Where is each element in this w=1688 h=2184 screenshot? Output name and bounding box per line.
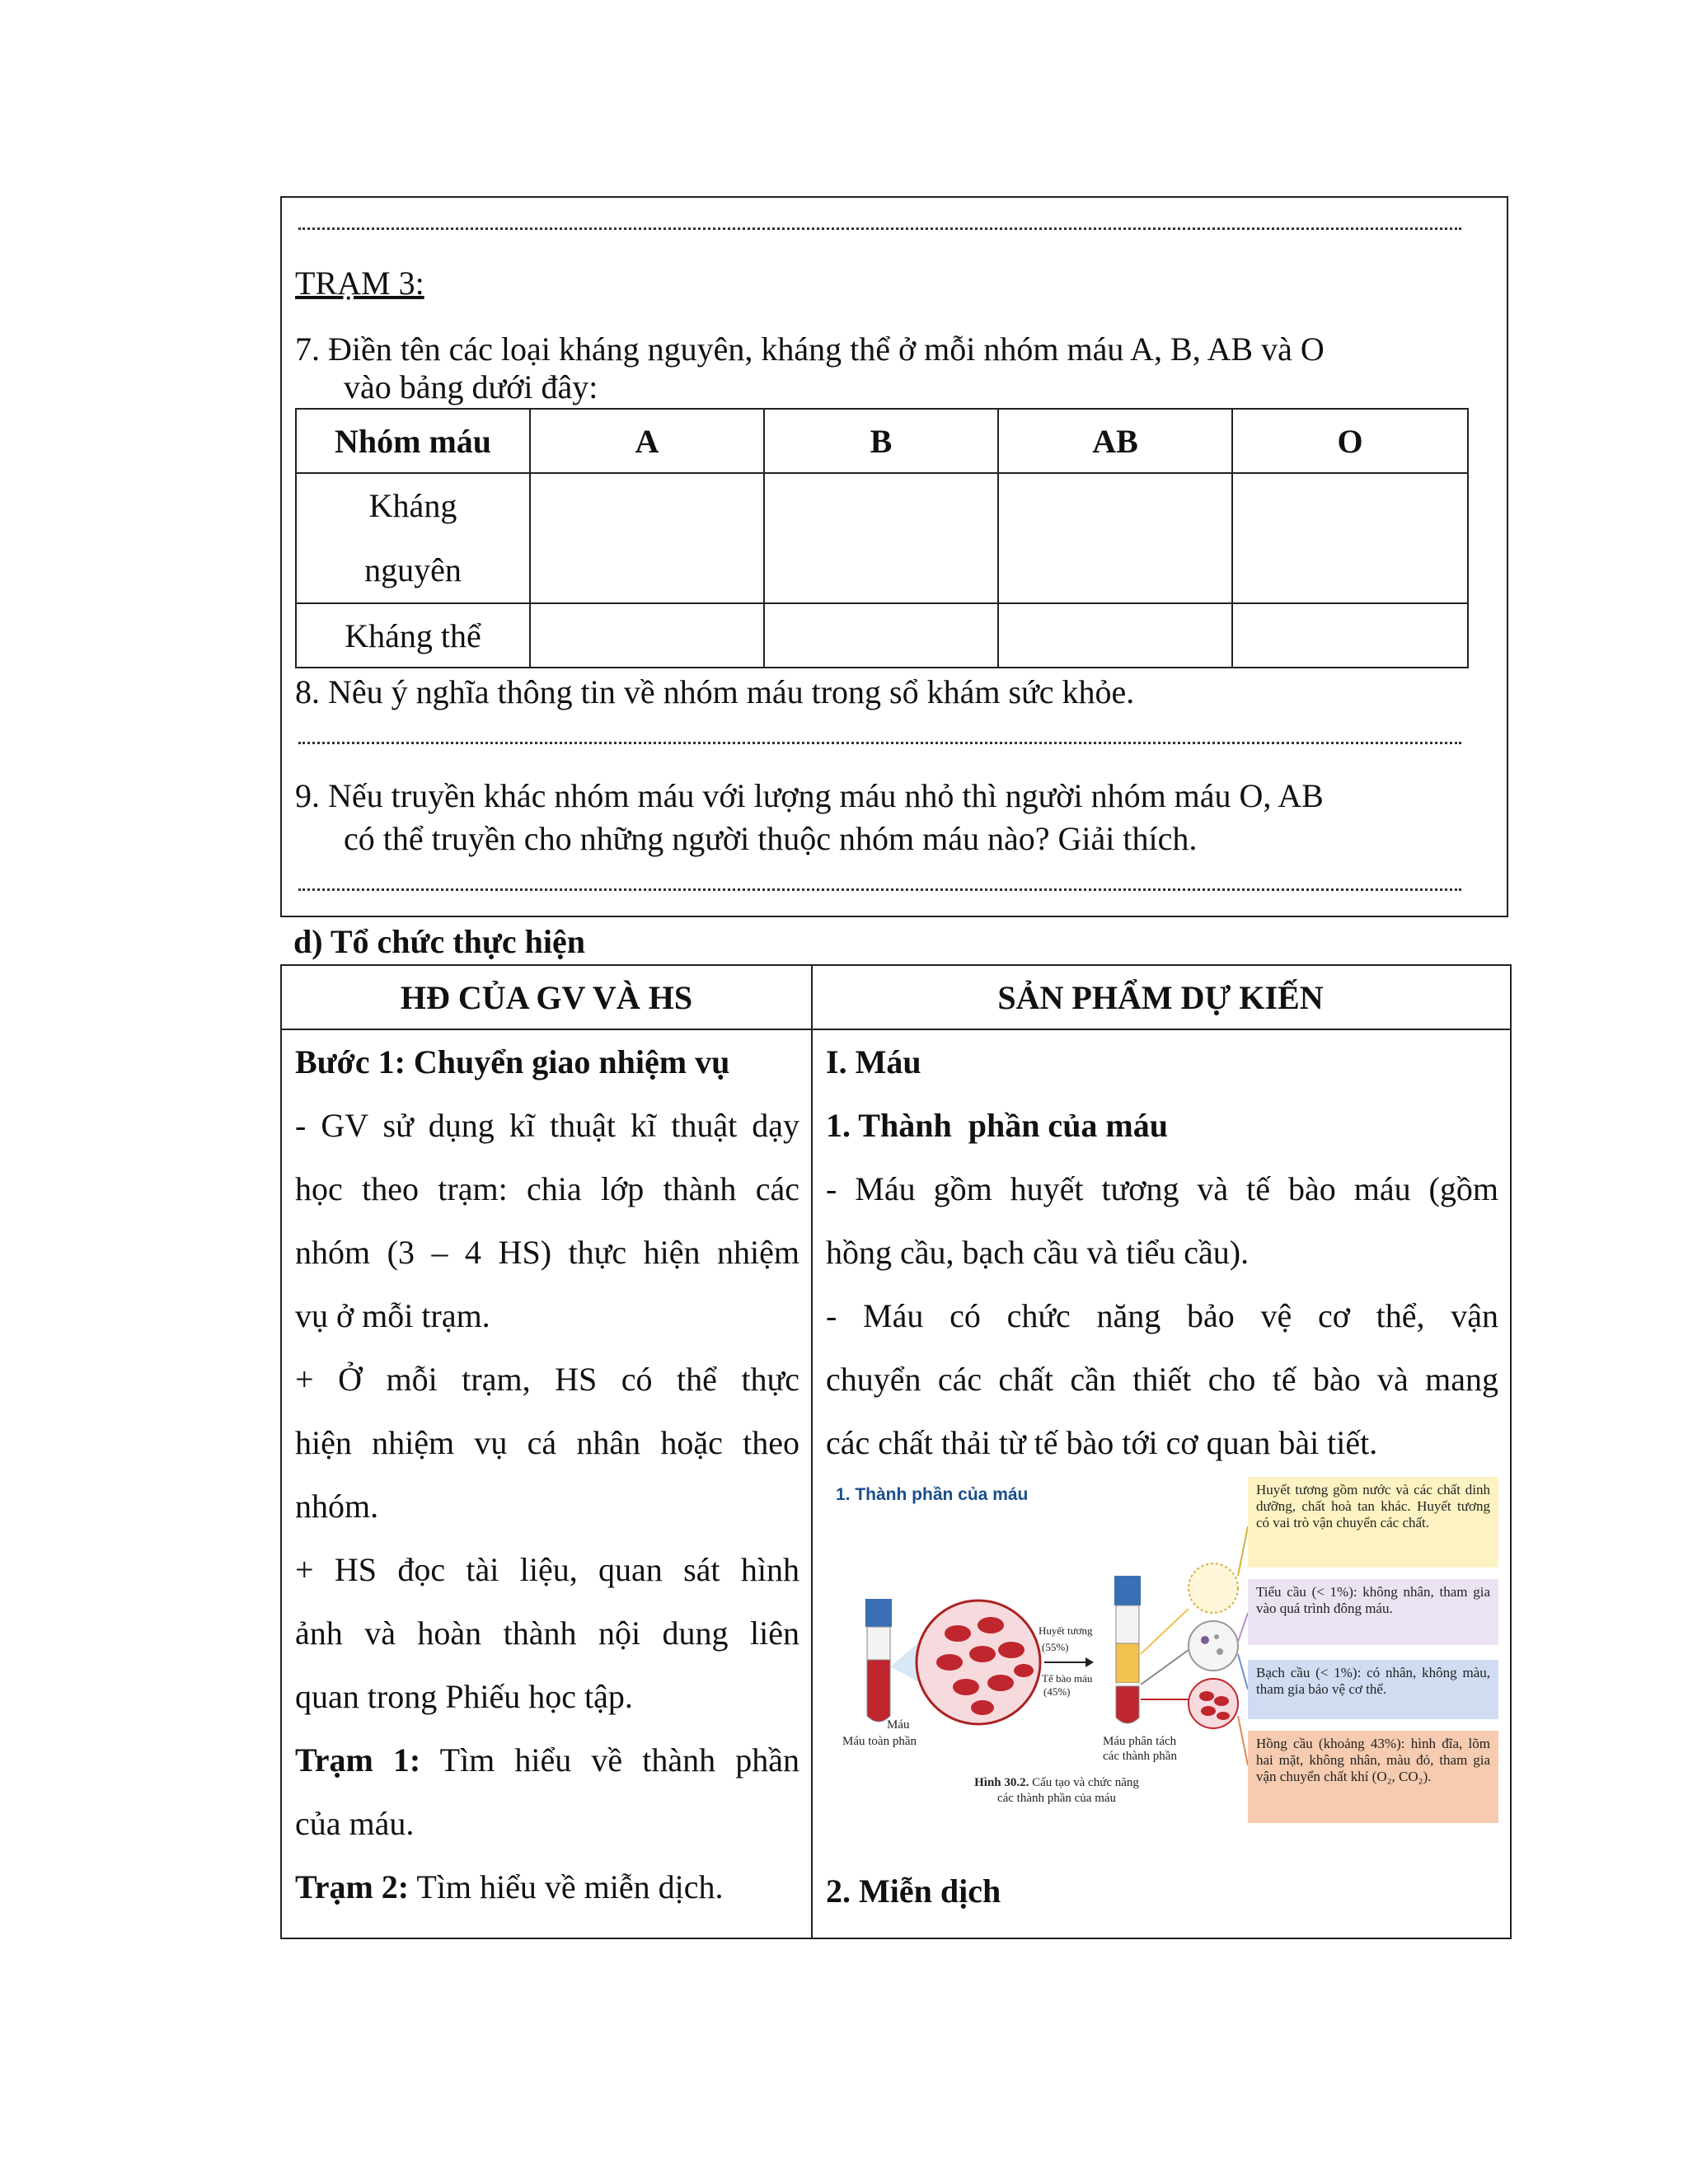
activity-table <box>280 964 1512 1939</box>
text-line: của máu. <box>295 1805 415 1842</box>
text-line: + HS đọc tài liệu, quan sát hình <box>295 1551 799 1588</box>
label-plasma: Huyết tương <box>1039 1624 1093 1637</box>
dotted-answer-line <box>298 227 1461 230</box>
station-1-text: Tìm hiểu về thành phần <box>420 1741 799 1779</box>
text-line: - GV sử dụng kĩ thuật kĩ thuật dạy <box>295 1107 799 1144</box>
dotted-answer-line <box>298 742 1461 744</box>
text-line: học theo trạm: chia lớp thành các <box>295 1170 799 1207</box>
label-blood-cells-percent: (45%) <box>1043 1685 1071 1698</box>
header-expected-products: SẢN PHẨM DỰ KIẾN <box>811 966 1510 1030</box>
station-1-line <box>295 1728 799 1792</box>
step-1-heading: Bước 1: Chuyển giao nhiệm vụ <box>295 1043 730 1080</box>
row-label-part: nguyên <box>364 551 462 588</box>
station-2-line <box>295 1855 799 1919</box>
header-activities: HĐ CỦA GV VÀ HS <box>282 966 811 1030</box>
text-line: - Máu gồm huyết tương và tế bào máu (gồm <box>826 1170 1498 1207</box>
row-label-antibody: Kháng thể <box>296 603 530 668</box>
activities-column <box>295 1030 799 1919</box>
text-line: quan trong Phiếu học tập. <box>295 1678 633 1715</box>
table-cell-empty[interactable] <box>998 473 1232 603</box>
row-label-part: Kháng <box>368 487 457 524</box>
label-separated-1: Máu phân tách <box>1103 1735 1177 1748</box>
station-2-label: Trạm 2: <box>295 1868 410 1905</box>
platelet-description: Tiểu cầu (< 1%): không nhân, tham gia vào quá trình đông máu. <box>1248 1579 1498 1645</box>
text-line: - Máu có chức năng bảo vệ cơ thể, vận <box>826 1297 1498 1334</box>
question-8: 8. Nêu ý nghĩa thông tin về nhóm máu trong sổ khám sức khỏe. <box>295 673 1135 710</box>
table-row <box>296 473 1468 603</box>
blood-composition-figure <box>826 1477 1502 1831</box>
table-header: O <box>1232 409 1468 473</box>
caption-label: Hình 30.2. <box>974 1776 1029 1789</box>
table-cell-empty[interactable] <box>998 603 1232 668</box>
question-7-cont: vào bảng dưới đây: <box>344 368 598 405</box>
red-cell-description: Hồng cầu (khoảng 43%): hình đĩa, lõm hai mặt, không nhân, màu đỏ, tham gia vận chuyển chất khí (O₂, CO₂). <box>1248 1731 1498 1823</box>
platelets-icon <box>1189 1621 1238 1671</box>
whole-blood-tube-icon <box>865 1599 892 1722</box>
text-line: vụ ở mỗi trạm. <box>295 1297 490 1334</box>
table-cell-empty[interactable] <box>764 473 998 603</box>
text-line: hiện nhiệm vụ cá nhân hoặc theo <box>295 1424 799 1461</box>
question-7: 7. Điền tên các loại kháng nguyên, kháng thể ở mỗi nhóm máu A, B, AB và O <box>295 330 1325 368</box>
plasma-description: Huyết tương gồm nước và các chất dinh dưỡng, chất hoà tan khác. Huyết tương có vai trò vận chuyển các chất. <box>1248 1477 1498 1568</box>
red-blood-cells-icon <box>1189 1679 1238 1728</box>
table-header: B <box>764 409 998 473</box>
station-title: TRẠM 3: <box>295 265 424 302</box>
text-line: hồng cầu, bạch cầu và tiểu cầu). <box>826 1234 1250 1271</box>
blood-group-table <box>295 408 1469 668</box>
figure-title: 1. Thành phần của máu <box>836 1485 1029 1504</box>
figure-caption <box>958 1775 1156 1807</box>
station3-box <box>280 196 1508 917</box>
caption-text: Cấu tạo và chức năng <box>1029 1776 1139 1789</box>
heading-blood: I. Máu <box>826 1043 921 1080</box>
label-blood-cells: Tế bào máu <box>1042 1672 1093 1685</box>
heading-blood-composition: 1. Thành phần của máu <box>826 1107 1168 1144</box>
text-line: các chất thải từ tế bào tới cơ quan bài tiết. <box>826 1424 1378 1461</box>
text-line: nhóm. <box>295 1488 379 1525</box>
question-9-cont: có thể truyền cho những người thuộc nhóm máu nào? Giải thích. <box>344 820 1198 857</box>
text-line: ảnh và hoàn thành nội dung liên <box>295 1615 799 1652</box>
heading-immunity: 2. Miễn dịch <box>826 1872 1001 1910</box>
products-column <box>826 1030 1498 1474</box>
text-line: + Ở mỗi trạm, HS có thể thực <box>295 1361 799 1398</box>
caption-text-2: các thành phần của máu <box>996 1792 1117 1805</box>
table-cell-empty[interactable] <box>530 473 764 603</box>
table-cell-empty[interactable] <box>1232 603 1468 668</box>
table-header: AB <box>998 409 1232 473</box>
table-header: A <box>530 409 764 473</box>
label-plasma-percent: (55%) <box>1042 1641 1069 1653</box>
column-divider <box>811 966 813 1938</box>
question-9: 9. Nếu truyền khác nhóm máu với lượng máu nhỏ thì người nhóm máu O, AB <box>295 777 1324 814</box>
row-label-antigen <box>296 473 530 603</box>
dotted-answer-line <box>298 888 1461 891</box>
label-whole-blood: Máu toàn phần <box>842 1735 917 1748</box>
section-heading-d: d) Tổ chức thực hiện <box>293 923 585 960</box>
table-cell-empty[interactable] <box>1232 473 1468 603</box>
text-line: nhóm (3 – 4 HS) thực hiện nhiệm <box>295 1234 799 1271</box>
table-cell-empty[interactable] <box>764 603 998 668</box>
table-cell-empty[interactable] <box>530 603 764 668</box>
table-row <box>296 603 1468 668</box>
station-1-label: Trạm 1: <box>295 1741 421 1779</box>
station-2-text: Tìm hiểu về miễn dịch. <box>409 1868 724 1905</box>
table-header-row <box>296 409 1468 473</box>
separated-blood-tube-icon <box>1114 1576 1141 1723</box>
plasma-icon <box>1189 1563 1238 1613</box>
white-cell-description: Bạch cầu (< 1%): có nhân, không màu, tham gia bảo vệ cơ thể. <box>1248 1660 1498 1719</box>
red-cells-magnified-icon <box>917 1601 1040 1724</box>
label-blood: Máu <box>887 1718 910 1732</box>
text-line: chuyển các chất cần thiết cho tế bào và mang <box>826 1361 1498 1398</box>
label-separated-2: các thành phần <box>1103 1750 1177 1763</box>
table-header: Nhóm máu <box>296 409 530 473</box>
